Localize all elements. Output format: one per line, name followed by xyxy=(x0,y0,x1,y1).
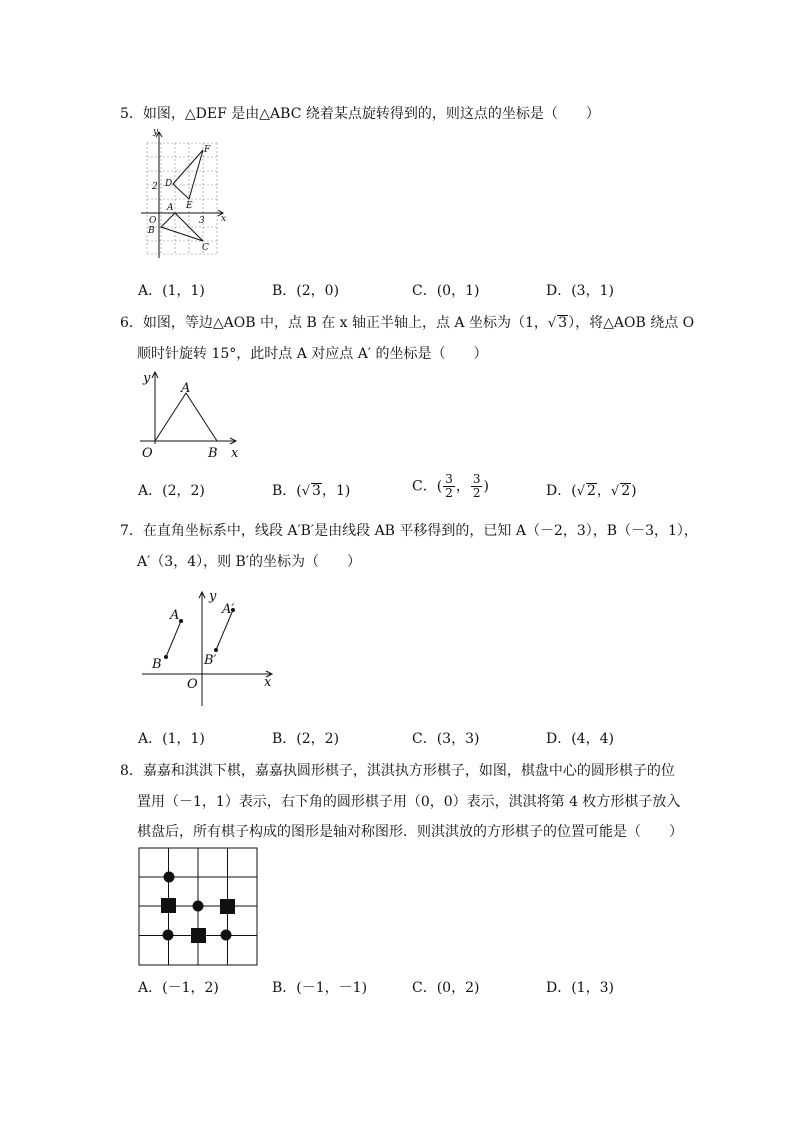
q6-option-c-den2: 2 xyxy=(472,486,481,500)
q8-square-piece xyxy=(191,928,206,943)
q6-option-d-post: ) xyxy=(631,483,637,499)
q5-point-f: F xyxy=(204,145,211,155)
q7-option-d[interactable]: D．(4，4) xyxy=(546,731,614,747)
q5-point-d: D xyxy=(165,179,173,189)
q5-point-a: A xyxy=(167,203,174,213)
q6-y-label: y xyxy=(143,371,151,386)
q5-triangle-def xyxy=(173,150,203,199)
q7-stem-line1: 7．在直角坐标系中，线段 A′B′是由线段 AB 平移得到的，已知 A（－2，3），B（－3，1）， xyxy=(120,523,698,539)
q5-tick-2: 2 xyxy=(152,182,158,192)
q7-dot-b xyxy=(164,655,168,659)
q7-point-ap: A′ xyxy=(222,602,235,617)
q8-option-c[interactable]: C．(0，2) xyxy=(412,980,480,996)
q6-option-c-den1: 2 xyxy=(445,486,453,500)
q7-dot-a xyxy=(179,619,183,623)
q8-stem-line1: 8．嘉嘉和淇淇下棋，嘉嘉执圆形棋子，淇淇执方形棋子，如图，棋盘中心的圆形棋子的位 xyxy=(120,763,675,779)
q8-square-piece xyxy=(220,899,235,914)
q5-tick-3: 3 xyxy=(199,216,205,226)
q7-option-b[interactable]: B．(2，2) xyxy=(272,731,340,747)
q8-chessboard xyxy=(137,846,261,968)
q6-stem-part1: 6．如图，等边△AOB 中，点 B 在 x 轴正半轴上，点 A 坐标为（1， xyxy=(120,315,548,331)
q5-figure xyxy=(133,128,233,258)
q6-option-c-frac1 xyxy=(443,473,455,500)
q6-stem-part2: ），将△AOB 绕点 O xyxy=(568,315,695,331)
q5-option-b[interactable]: B．(2，0) xyxy=(272,283,340,299)
q8-square-piece xyxy=(161,898,176,913)
q8-option-a[interactable]: A．(－1，2) xyxy=(138,980,219,996)
q6-point-b: B xyxy=(208,446,218,461)
q8-round-piece xyxy=(221,930,232,941)
q6-option-a[interactable]: A．(2，2) xyxy=(138,483,205,499)
q6-option-d-sqrt1: 2 xyxy=(586,483,596,499)
q6-stem-line1: 6．如图，等边△AOB 中，点 B 在 x 轴正半轴上，点 A 坐标为（1，√ 3），将△AOB 绕点 O xyxy=(120,315,695,331)
q8-option-d[interactable]: D．(1，3) xyxy=(546,980,614,996)
q7-segment-ab xyxy=(166,621,181,657)
q8-round-piece xyxy=(193,901,204,912)
q8-stem-line3: 棋盘后，所有棋子构成的图形是轴对称图形．则淇淇放的方形棋子的位置可能是（ ） xyxy=(137,824,683,840)
q6-option-b-post: ，1) xyxy=(321,483,351,499)
q6-figure xyxy=(136,366,248,462)
q6-stem-line2: 顺时针旋转 15°，此时点 A 对应点 A′ 的坐标是（ ） xyxy=(137,346,488,362)
q7-dot-bp xyxy=(214,648,218,652)
q5-x-label: x xyxy=(221,214,227,224)
q7-point-a: A xyxy=(170,608,180,623)
q6-option-d-sqrt2: 2 xyxy=(621,483,631,499)
q8-round-piece xyxy=(164,872,175,883)
q5-option-a[interactable]: A．(1，1) xyxy=(138,283,205,299)
q8-option-b[interactable]: B．(－1，－1) xyxy=(272,980,368,996)
q7-option-c[interactable]: C．(3，3) xyxy=(412,731,480,747)
q6-option-d[interactable]: D．(√ 2，√ 2) xyxy=(546,483,637,499)
q7-point-bp: B′ xyxy=(204,653,217,668)
q6-option-c-sep: ， xyxy=(455,478,470,495)
q6-x-label: x xyxy=(231,446,239,461)
q6-option-c-post: ) xyxy=(483,478,489,495)
q7-figure xyxy=(140,588,280,708)
q5-option-d[interactable]: D．(3，1) xyxy=(546,283,614,299)
q7-option-a[interactable]: A．(1，1) xyxy=(138,731,205,747)
q5-point-b: B xyxy=(148,226,155,236)
q6-option-c-pre: C．( xyxy=(412,478,443,495)
q5-stem: 5．如图，△DEF 是由△ABC 绕着某点旋转得到的，则这点的坐标是（ ） xyxy=(120,106,600,122)
q8-round-piece xyxy=(163,930,174,941)
q6-option-c-num2: 3 xyxy=(472,472,481,486)
q6-option-c-num1: 3 xyxy=(445,472,453,486)
q7-point-b: B xyxy=(152,657,162,672)
q5-point-c: C xyxy=(202,243,209,253)
q7-y-label: y xyxy=(209,589,217,604)
q6-option-b[interactable]: B．(√ 3，1) xyxy=(272,483,351,499)
q5-y-label: y xyxy=(153,128,159,137)
q6-option-d-pre: D．( xyxy=(546,483,577,499)
q5-option-c[interactable]: C．(0，1) xyxy=(412,283,480,299)
q6-triangle-aob xyxy=(155,393,217,441)
q5-origin-label: O xyxy=(149,216,157,226)
q6-stem-sqrt: 3 xyxy=(558,315,568,331)
q6-option-c[interactable] xyxy=(412,473,489,500)
q6-point-a: A xyxy=(181,381,191,396)
q6-option-b-pre: B．( xyxy=(272,483,302,499)
q5-point-e: E xyxy=(186,201,193,211)
q7-origin-label: O xyxy=(187,677,198,692)
q7-x-label: x xyxy=(264,675,272,690)
q8-stem-line2: 置用（－1，1）表示，右下角的圆形棋子用（0，0）表示，淇淇将第 4 枚方形棋子放入 xyxy=(137,794,681,810)
q6-option-b-sqrt: 3 xyxy=(312,483,321,499)
q7-stem-line2: A′（3，4），则 B′的坐标为（ ） xyxy=(137,554,362,570)
q6-option-c-frac2 xyxy=(471,473,483,500)
q6-origin-label: O xyxy=(142,446,153,461)
q6-option-d-sep: ， xyxy=(596,483,611,499)
